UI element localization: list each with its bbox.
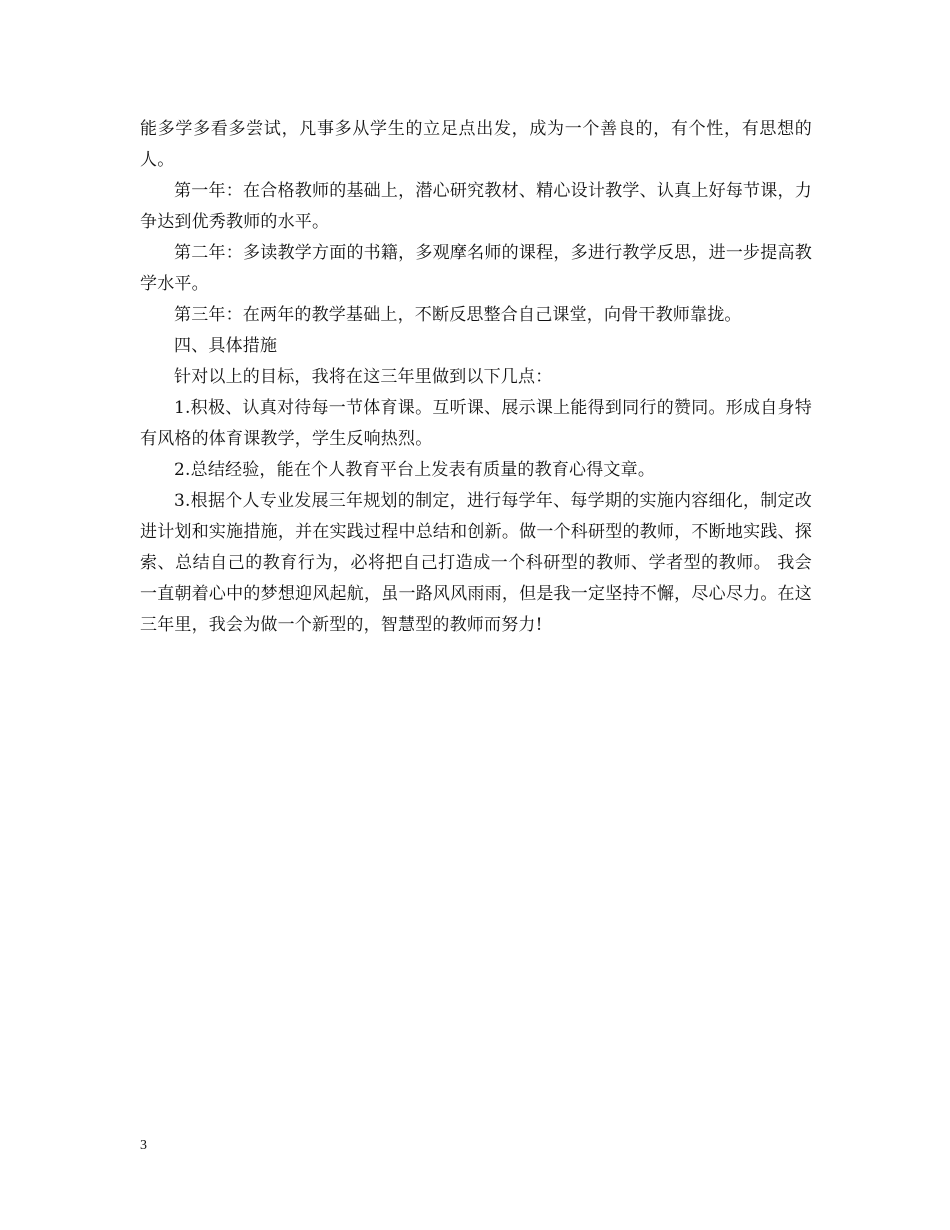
list-item-measure-2: 2.总结经验，能在个人教育平台上发表有质量的教育心得文章。 bbox=[174, 460, 656, 480]
list-item-measure-1: 1.积极、认真对待每一节体育课。互听课、展示课上能得到同行的赞同。形成自身特有风格的体育课教学，学生反响热烈。 bbox=[140, 398, 812, 449]
paragraph-continuation: 能多学多看多尝试，凡事多从学生的立足点出发，成为一个善良的，有个性，有思想的人。 bbox=[140, 119, 812, 170]
paragraph-year-one: 第一年：在合格教师的基础上，潜心研究教材、精心设计教学、认真上好每节课，力争达到优秀教师的水平。 bbox=[140, 181, 812, 232]
paragraph-year-three: 第三年：在两年的教学基础上，不断反思整合自己课堂，向骨干教师靠拢。 bbox=[174, 305, 742, 325]
document-body bbox=[140, 114, 812, 641]
list-item-measure-3: 3.根据个人专业发展三年规划的制定，进行每学年、每学期的实施内容细化，制定改进计划和实施措施，并在实践过程中总结和创新。做一个科研型的教师，不断地实践、探索、总结自己的教育行为，必将把自己打造成一个科研型的教师、学者型的教师。 我会一直朝着心中的梦想迎风起航，虽一路风风雨雨，但是我一定坚持不懈，尽心尽力。在这三年里，我会为做一个新型的，智慧型的教师而努力! bbox=[140, 491, 812, 635]
paragraph-intro-measures: 针对以上的目标，我将在这三年里做到以下几点： bbox=[174, 367, 553, 387]
page-number: 3 bbox=[140, 1138, 147, 1153]
paragraph-year-two: 第二年：多读教学方面的书籍，多观摩名师的课程，多进行教学反思，进一步提高教学水平。 bbox=[140, 243, 812, 294]
section-heading-measures: 四、具体措施 bbox=[174, 336, 278, 356]
